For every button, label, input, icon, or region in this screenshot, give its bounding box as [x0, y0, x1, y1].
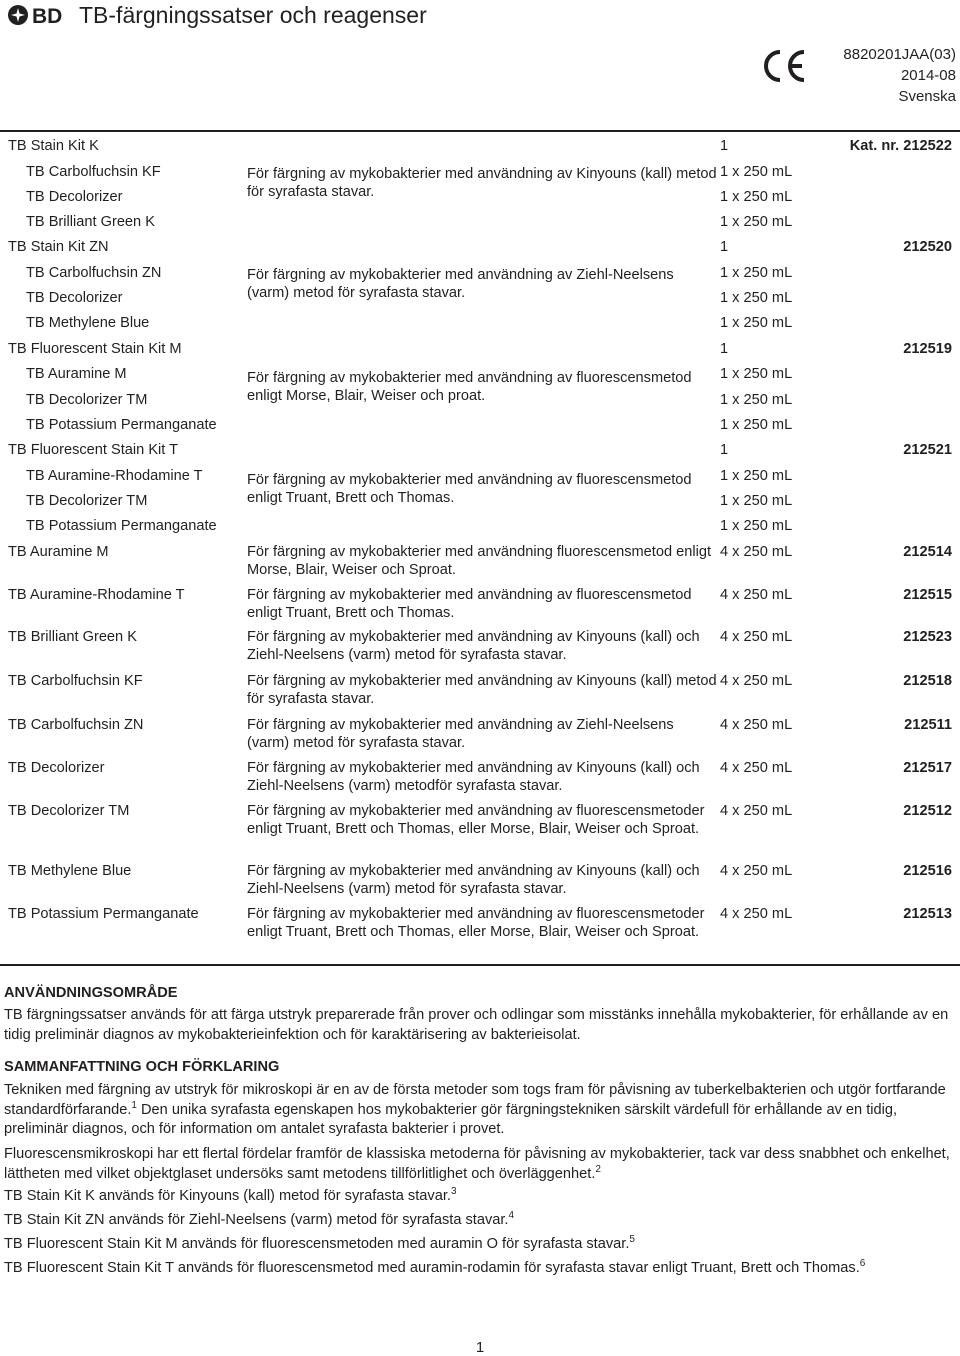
reagent-cat: 212512: [903, 803, 952, 819]
reagent-qty: 4 x 250 mL: [720, 803, 793, 819]
kit-qty: 1: [720, 138, 729, 154]
summary-line: TB Stain Kit K används för Kinyouns (kall) metod för syrafasta stavar.$^3$: [4, 1186, 457, 1204]
reagent-name: TB Carbolfuchsin KF: [8, 673, 143, 689]
component-qty: 1 x 250 mL: [720, 189, 793, 205]
reagent-qty: 4 x 250 mL: [720, 863, 793, 879]
reagent-name: TB Potassium Permanganate: [8, 906, 199, 922]
component-name: TB Decolorizer TM: [26, 493, 148, 509]
kit-cat: Kat. nr. 212522: [849, 138, 952, 154]
component-name: TB Auramine M: [26, 366, 127, 382]
reagent-qty: 4 x 250 mL: [720, 906, 793, 922]
svg-text:BD: BD: [32, 5, 63, 27]
reagent-qty: 4 x 250 mL: [720, 673, 793, 689]
summary-heading: SAMMANFATTNING OCH FÖRKLARING: [4, 1059, 280, 1075]
summary-line: TB Fluorescent Stain Kit M används för fluorescensmetoden med auramin O för syrafasta stavar.$^5$: [4, 1234, 635, 1252]
reagent-name: TB Auramine-Rhodamine T: [8, 587, 185, 603]
reagent-name: TB Methylene Blue: [8, 863, 132, 879]
reagent-description: För färgning av mykobakterier med användning av Kinyouns (kall) metod för syrafasta stavar.: [247, 673, 717, 707]
reagent-qty: 4 x 250 mL: [720, 760, 793, 776]
component-name: TB Decolorizer: [26, 290, 123, 306]
component-qty: 1 x 250 mL: [720, 214, 793, 230]
component-name: TB Auramine-Rhodamine T: [26, 468, 203, 484]
page-number: 1: [475, 1339, 485, 1356]
summary-paragraph-2: Fluorescensmikroskopi har ett flertal fördelar framför de klassiska metoderna för påvisning av mykobakterier, tack var dess snabbhet och enkelhet, lättheten med vilket objektglaset undersöks samt metodens tillförlitlighet och överläggenhet.$^2$: [4, 1146, 950, 1182]
kit-cat: 212521: [903, 442, 952, 458]
reagent-cat: 212517: [903, 760, 952, 776]
component-name: TB Decolorizer: [26, 189, 123, 205]
component-name: TB Decolorizer TM: [26, 392, 148, 408]
component-qty: 1 x 250 mL: [720, 164, 793, 180]
reagent-cat: 212511: [904, 717, 952, 733]
table-bottom-rule: [0, 964, 960, 966]
page-title: TB-färgningssatser och reagenser: [79, 2, 427, 28]
component-qty: 1 x 250 mL: [720, 518, 793, 534]
summary-paragraph-1: Tekniken med färgning av utstryk för mikroskopi är en av de första metoder som togs fram för påvisning av tuberkelbakterien och utgör fortfarande standardförfarande.$^1$ Den unika syrafasta egenskapen hos mykobakterier gör färgningstekniken särskilt värdefull för erhållande av en tidig, preliminär diagnos, och för information om antalet syrafasta bakterier i provet.: [4, 1082, 946, 1137]
summary-line: TB Stain Kit ZN används för Ziehl-Neelsens (varm) metod för syrafasta stavar.$^4$: [4, 1210, 515, 1228]
doc-date: 2014-08: [900, 67, 956, 84]
component-qty: 1 x 250 mL: [720, 392, 793, 408]
component-qty: 1 x 250 mL: [720, 290, 793, 306]
reagent-cat: 212515: [903, 587, 952, 603]
component-qty: 1 x 250 mL: [720, 366, 793, 382]
reagent-cat: 212523: [903, 629, 952, 645]
component-qty: 1 x 250 mL: [720, 417, 793, 433]
reagent-name: TB Brilliant Green K: [8, 629, 137, 645]
component-name: TB Brilliant Green K: [26, 214, 155, 230]
table-top-rule: [0, 130, 960, 132]
bd-logo: [6, 3, 76, 27]
reagent-qty: 4 x 250 mL: [720, 544, 793, 560]
doc-language: Svenska: [898, 88, 956, 105]
usage-text: TB färgningssatser används för att färga utstryk preparerade från prover och odlingar som misstänks innehålla mykobakterier, för erhållande av en tidig preliminär diagnos av mykobakterieinfektion och för karaktärisering av bakterieisolat.: [4, 1007, 949, 1043]
reagent-qty: 4 x 250 mL: [720, 587, 793, 603]
component-name: TB Potassium Permanganate: [26, 518, 217, 534]
component-name: TB Methylene Blue: [26, 315, 150, 331]
kit-name: TB Stain Kit ZN: [8, 239, 109, 255]
bd-logo-icon: [6, 3, 76, 27]
usage-heading: ANVÄNDNINGSOMRÅDE: [4, 985, 178, 1001]
component-name: TB Potassium Permanganate: [26, 417, 217, 433]
reagent-qty: 4 x 250 mL: [720, 629, 793, 645]
component-name: TB Carbolfuchsin ZN: [26, 265, 162, 281]
kit-cat: 212520: [903, 239, 952, 255]
doc-code: 8820201JAA(03): [843, 46, 956, 63]
reagent-name: TB Carbolfuchsin ZN: [8, 717, 144, 733]
summary-line: TB Fluorescent Stain Kit T används för fluorescensmetod med auramin-rodamin för syrafasta stavar enligt Truant, Brett och Thomas.$^6$: [4, 1258, 866, 1276]
reagent-description: För färgning av mykobakterier med användning av Kinyouns (kall) och Ziehl-Neelsens (varm) metodför syrafasta stavar.: [247, 760, 700, 794]
kit-qty: 1: [720, 239, 729, 255]
kit-cat: 212519: [903, 341, 952, 357]
kit-description: För färgning av mykobakterier med användning av fluorescensmetod enligt Truant, Brett och Thomas.: [247, 472, 692, 506]
component-qty: 1 x 250 mL: [720, 315, 793, 331]
kit-name: TB Fluorescent Stain Kit T: [8, 442, 179, 458]
kit-description: För färgning av mykobakterier med användning av Kinyouns (kall) metod för syrafasta stavar.: [247, 166, 717, 200]
reagent-description: För färgning av mykobakterier med användning av Kinyouns (kall) och Ziehl-Neelsens (varm) metod för syrafasta stavar.: [247, 863, 700, 897]
component-name: TB Carbolfuchsin KF: [26, 164, 161, 180]
kit-name: TB Fluorescent Stain Kit M: [8, 341, 182, 357]
reagent-description: För färgning av mykobakterier med användning av fluorescensmetoder enligt Truant, Brett och Thomas, eller Morse, Blair, Weiser och Sproat.: [247, 906, 705, 940]
reagent-description: För färgning av mykobakterier med användning av Ziehl-Neelsens (varm) metod för syrafasta stavar.: [247, 717, 674, 751]
reagent-cat: 212516: [903, 863, 952, 879]
reagent-qty: 4 x 250 mL: [720, 717, 793, 733]
reagent-description: För färgning av mykobakterier med användning av Kinyouns (kall) och Ziehl-Neelsens (varm) metod för syrafasta stavar.: [247, 629, 700, 663]
reagent-cat: 212518: [903, 673, 952, 689]
component-qty: 1 x 250 mL: [720, 468, 793, 484]
reagent-name: TB Decolorizer TM: [8, 803, 130, 819]
reagent-cat: 212513: [903, 906, 952, 922]
reagent-name: TB Decolorizer: [8, 760, 105, 776]
reagent-description: För färgning av mykobakterier med användning av fluorescensmetod enligt Truant, Brett och Thomas.: [247, 587, 692, 621]
ce-mark-icon: [760, 46, 808, 86]
reagent-cat: 212514: [903, 544, 952, 560]
kit-qty: 1: [720, 341, 729, 357]
component-qty: 1 x 250 mL: [720, 493, 793, 509]
kit-description: För färgning av mykobakterier med användning av fluorescensmetod enligt Morse, Blair, Weiser och proat.: [247, 370, 692, 404]
kit-qty: 1: [720, 442, 729, 458]
component-qty: 1 x 250 mL: [720, 265, 793, 281]
reagent-description: För färgning av mykobakterier med användning fluorescensmetod enligt Morse, Blair, Weiser och Sproat.: [247, 544, 712, 578]
kit-description: För färgning av mykobakterier med användning av Ziehl-Neelsens (varm) metod för syrafasta stavar.: [247, 267, 674, 301]
kit-name: TB Stain Kit K: [8, 138, 99, 154]
reagent-description: För färgning av mykobakterier med användning av fluorescensmetoder enligt Truant, Brett och Thomas, eller Morse, Blair, Weiser och Sproat.: [247, 803, 705, 837]
reagent-name: TB Auramine M: [8, 544, 109, 560]
